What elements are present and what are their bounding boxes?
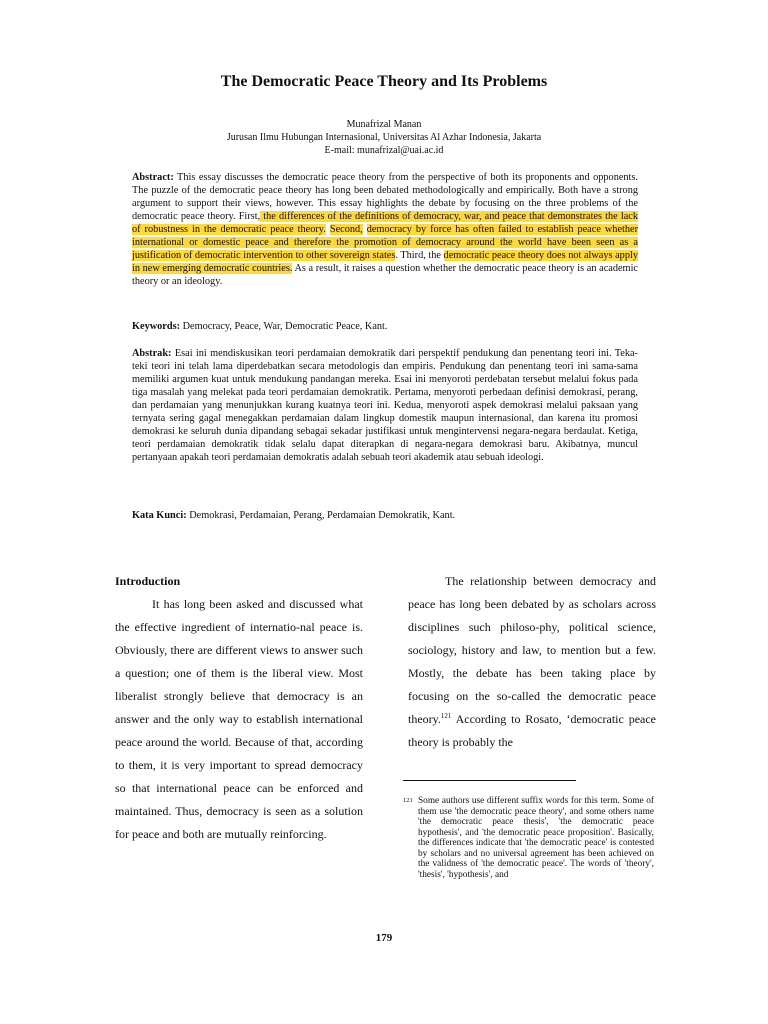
abstrak	[132, 347, 638, 464]
abstract	[132, 171, 638, 288]
abstract-label: Abstract:	[132, 172, 174, 183]
intro-paragraph: It has long been asked and discussed what the effective ingredient of internatio-nal peace is. Obviously, there are different views to answer such a question; one of them is the liberal view. Most liberalist strongly believe that democracy is an answer and the only way to establish international peace around the world. Because of that, according to them, it is very important to spread democracy so that international peace can be enforced and maintained. Thus, democracy is seen as a solution for peace and both are mutually reinforcing.	[115, 597, 363, 841]
relationship-paragraph	[408, 570, 656, 754]
section-heading-introduction: Introduction	[115, 574, 181, 588]
relationship-text-a: The relationship between democracy and peace has long been debated by as scholars across disciplines such philoso-phy, political science, sociology, history and law, to mention but a few. Mostly, the debate has been taking place by focusing on the so-called the democratic peace theory.	[408, 574, 656, 726]
relationship-text-b: According to Rosato, ‘democratic peace theory is probably the	[408, 712, 656, 749]
abstract-highlight-4: democratic peace theory does not always apply in new emerging democratic countries.	[132, 250, 638, 274]
paper-title: The Democratic Peace Theory and Its Problems	[220, 73, 548, 90]
abstract-text-1: This essay discusses the democratic peace theory from the perspective of both its proponents and opponents. The puzzle of the democratic peace theory has long been debated methodologically and empirically. Both have a strong argument to support their views, however. This essay highlights the debate by focusing on the three problems of the democratic peace theory. First,	[132, 172, 638, 222]
abstrak-text: Esai ini mendiskusikan teori perdamaian demokratik dari perspektif pendukung dan penentang teori ini. Teka-teki teori ini telah lama diperdebatkan secara metodologis dan empiris. Pendukung dan penentang teori ini sama-sama memiliki argumen kuat untuk mendukung pandangan mereka. Esai ini menyoroti perdebatan tersebut melalui fokus pada tiga masalah yang melekat pada teori perdamaian demokratik. Pertama, menyoroti perbedaan definisi demokrasi, perang, dan perdamaian yang menunjukkan kurang kuatnya teori ini. Kedua, menyoroti aspek demokrasi melalui paksaan yang ternyata sering gagal menegakkan perdamaian dalam lingkup domestik maupun internasional, dan karena itu promosi demokrasi ke seluruh dunia dipandang sebagai sekadar justifikasi untuk mengintervensi negara-negara berdaulat. Ketiga, teori perdamaian demokratik tidak selalu dapat diterapkan di negara-negara demokrasi baru. Akibatnya, muncul pertanyaan apakah teori perdamaian demokratis adalah sebuah teori akademik atau sebuah ideologi.	[132, 348, 638, 463]
author-email: E-mail: munafrizal@uai.ac.id	[324, 145, 444, 156]
abstract-text-4: . Third, the	[395, 250, 444, 261]
left-column	[115, 570, 363, 846]
page-number: 179	[375, 932, 393, 944]
abstract-highlight-3: democracy by force has often failed to establish peace whether international or domestic peace and therefore the promotion of democracy around the world have been seen as a justification of democratic intervention to other sovereign states	[132, 224, 639, 261]
author-affiliation: Jurusan Ilmu Hubungan Internasional, Universitas Al Azhar Indonesia, Jakarta	[226, 132, 542, 143]
abstract-highlight-1: the differences of the definitions of democracy, war, and peace that demonstrates the lack of robustness in the democratic peace theory.	[132, 211, 638, 235]
kata-kunci-text: Demokrasi, Perdamaian, Perang, Perdamaian Demokratik, Kant.	[186, 510, 456, 521]
abstrak-label: Abstrak:	[132, 348, 172, 359]
kata-kunci-label: Kata Kunci:	[132, 510, 187, 521]
keywords-text: Democracy, Peace, War, Democratic Peace, Kant.	[180, 321, 388, 332]
footnote	[403, 796, 654, 880]
footnote-reference: 121	[440, 712, 452, 720]
footnote-text: Some authors use different suffix words for this term. Some of them use 'the democratic peace theory', and some others name 'the democratic peace thesis', 'the democratic peace hypothesis', and 'the democratic peace proposition'. Basically, the differences indicate that 'the democratic peace' is contested by scholars and no universal agreement has been achieved on the validness of 'the democratic peace'. The words of 'theory', 'thesis', 'hypothesis', and	[418, 796, 654, 880]
footnote-number: 121	[403, 797, 413, 804]
footnote-divider	[403, 780, 576, 781]
keywords-label: Keywords:	[132, 321, 181, 332]
abstract-text-5: As a result, it raises a question whether the democratic peace theory is an academic theory or an ideology.	[132, 263, 638, 287]
right-column	[408, 570, 656, 754]
author-block	[0, 118, 768, 157]
keywords	[132, 320, 638, 333]
kata-kunci	[132, 509, 638, 522]
abstract-highlight-2: Second,	[329, 224, 363, 235]
author-name: Munafrizal Manan	[346, 119, 422, 130]
